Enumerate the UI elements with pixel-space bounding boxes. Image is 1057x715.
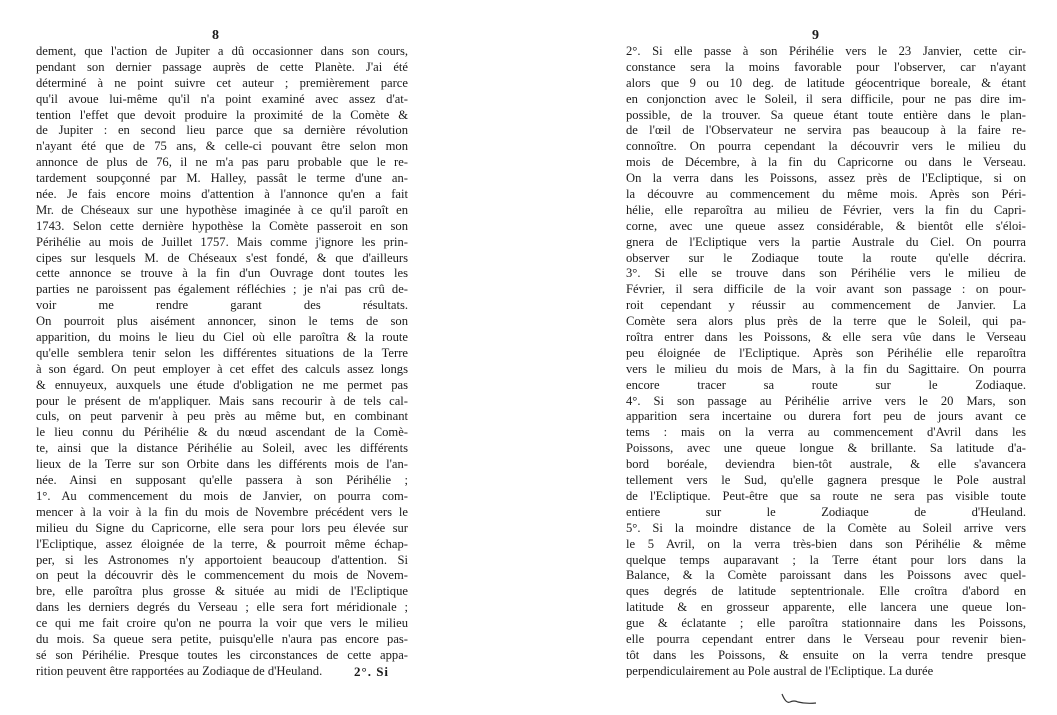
text-line: ce qui me fait croire qu'on ne pourra la voir que vers le milieu [36, 616, 408, 631]
text-line: de l'Ecliptique. Peut-être que sa route ne sera pas visible toute [626, 488, 1026, 503]
text-line: gue & éclatante ; elle paroîtra stationnaire dans les Poissons, [626, 616, 1026, 631]
text-line: tems : mais on la verra au commencement d'Avril dans les [626, 425, 1026, 440]
text-line: 5°. Si la moindre distance de la Comète au Soleil arrive vers [626, 520, 1026, 535]
text-line: & ennuyeux, auxquels une étude d'obligation ne me permet pas [36, 377, 408, 392]
text-line: tention l'effet que devoit produire la proximité de la Comète & [36, 107, 408, 122]
text-line: dans les derniers degrés du Verseau ; elle sera fort méridionale ; [36, 600, 408, 615]
text-line: culs, on peut parvenir à peu près au même but, en combinant [36, 409, 408, 424]
text-line: quelque temps auparavant ; la Terre étant pour lors dans la [626, 552, 1026, 567]
text-line: per, si les Astronomes n'y apportoient beaucoup d'attention. Si [36, 552, 408, 567]
text-line: bre, elle paroîtra plus grosse & située au midi de l'Ecliptique [36, 584, 408, 599]
text-line: la découvre au commencement du même mois. Après son Péri- [626, 187, 1026, 202]
text-line: le lieu connu du Périhélie & du nœud ascendant de la Comè- [36, 425, 408, 440]
text-line: qu'il avoue lui-même qu'il n'a point examiné avec assez d'at- [36, 91, 408, 106]
text-line: Poissons, avec une queue longue & brillante. Sa latitude d'a- [626, 441, 1026, 456]
text-line: roîtra entrer dans les Poissons, & elle sera vûe dans le Verseau [626, 330, 1026, 345]
text-line: pour le présent de m'appliquer. Mais sans recourir à de tels cal- [36, 393, 408, 408]
text-line: du mois. Sa queue sera petite, puisqu'elle n'aura pas encore pas- [36, 631, 408, 646]
text-line: tôt dans les Poissons, & ensuite on la verra tendre presque [626, 647, 1026, 662]
text-line: hélie, elle reparoîtra au milieu de Février, vers la fin du Capri- [626, 202, 1026, 217]
text-line: Mr. de Chéseaux sur une hypothèse imaginée à ce qu'il paroît en [36, 202, 408, 217]
text-line: rition peuvent être rapportées au Zodiaque de d'Heuland. [36, 663, 323, 678]
text-line: née. Ainsi en supposant qu'elle passera à son Périhélie ; [36, 473, 408, 488]
text-line: entiere sur le Zodiaque de d'Heuland. [626, 504, 1026, 519]
text-line: qu'elle semblera tenir selon les différentes situations de la Terre [36, 345, 408, 360]
text-line: vers le milieu du mois de Mars, à la fin du Sagittaire. On pourra [626, 361, 1026, 376]
text-line: lieux de la Terre sur son Orbite dans les différents mois de l'an- [36, 457, 408, 472]
text-line: n'ayant été que de 75 ans, & celle-ci pouvant être selon mon [36, 139, 408, 154]
text-line: bord boréale, deviendra bien-tôt australe, & elle s'avancera [626, 457, 1026, 472]
text-line: elle pourra cependant entrer dans le Verseau pour revenir bien- [626, 631, 1026, 646]
text-line: déterminé à ne point suivre cet auteur ; premièrement parce [36, 75, 408, 90]
text-line: On pourroit plus aisément annoncer, sinon le tems de son [36, 314, 408, 329]
text-line: en conjonction avec le Soleil, il sera difficile, pour ne pas dire im- [626, 91, 1026, 106]
text-line: 4°. Si son passage au Périhélie arrive vers le 20 Mars, son [626, 393, 1026, 408]
text-line: cette annonce se trouve à la fin d'un Ouvrage dont toutes les [36, 266, 408, 281]
text-line: Février, il sera difficile de la voir avant son passage : on pour- [626, 282, 1026, 297]
text-line: 3°. Si elle se trouve dans son Périhélie vers le milieu de [626, 266, 1026, 281]
text-line: le 5 Avril, on la verra très-bien dans son Périhélie & même [626, 536, 1026, 551]
text-line: alors que 9 ou 10 deg. de latitude géocentrique boreale, & étant [626, 75, 1026, 90]
text-line: mois de Décembre, à la fin du Capricorne ou dans le Verseau. [626, 155, 1026, 170]
text-line: connoître. On pourra cependant la découvrir vers le milieu du [626, 139, 1026, 154]
text-line: apparition sera incertaine ou durera fort peu de jours avant ce [626, 409, 1026, 424]
text-line: on peut la découvrir dès le commencement du mois de Novem- [36, 568, 408, 583]
ink-mark [780, 690, 820, 708]
page-number: 8 [212, 28, 219, 43]
text-line: corne, avec une queue assez considérable, & bientôt elle s'éloi- [626, 218, 1026, 233]
text-line: parties ne paroissent pas également réfléchies ; je n'ai pas crû de- [36, 282, 408, 297]
text-line: Balance, & la Comète paroissant dans les Poissons avec quel- [626, 568, 1026, 583]
text-line: On la verra dans les Poissons, assez près de l'Ecliptique, si on [626, 171, 1026, 186]
text-line: encore tracer sa route sur le Zodiaque. [626, 377, 1026, 392]
text-line: cipes sur lesquels M. de Chéseaux s'est fondé, & que d'ailleurs [36, 250, 408, 265]
page-number: 9 [812, 28, 819, 43]
text-line: ques degrés de latitude septentrionale. Elle croîtra d'abord en [626, 584, 1026, 599]
page-text [36, 44, 408, 680]
text-line: milieu du Signe du Capricorne, elle sera pour lors peu élevée sur [36, 520, 408, 535]
text-line: annonce de plus de 76, il ne m'a pas paru probable que le re- [36, 155, 408, 170]
text-line: tellement vers le Sud, qu'elle gagnera presque le Pole austral [626, 473, 1026, 488]
text-line: tardement soupçonné par M. Halley, passât le terme d'une an- [36, 171, 408, 186]
text-line: apparition, du moins le lieu du Ciel où elle paroîtra & la route [36, 330, 408, 345]
text-line: 2°. Si elle passe à son Périhélie vers le 23 Janvier, cette cir- [626, 44, 1026, 58]
text-line: de l'œil de l'Observateur ne servira pas beaucoup à la faire re- [626, 123, 1026, 138]
text-line: gnera de l'Ecliptique vers la partie Australe du Ciel. On pourra [626, 234, 1026, 249]
text-line: observer sur le Zodiaque toute la route qu'elle décrira. [626, 250, 1026, 265]
text-line: mencer à la voir à la fin du mois de Novembre précédent vers le [36, 504, 408, 519]
text-line: sé son Périhélie. Presque toutes les circonstances de cette appa- [36, 647, 408, 662]
text-line: pendant son dernier passage auprès de cette Planète. J'ai été [36, 59, 408, 74]
text-line: à son égard. On peut employer à cet effet des calculs assez longs [36, 361, 408, 376]
text-line: de Jupiter : en second lieu parce que sa dernière révolution [36, 123, 408, 138]
text-line: voir me rendre garant des résultats. [36, 298, 408, 313]
text-line: l'Ecliptique, assez éloignée de la terre, & pourroit même échap- [36, 536, 408, 551]
text-line: constance sera la moins favorable pour l'observer, car n'ayant [626, 59, 1026, 74]
text-line: Comète sera alors plus près de la terre que le Soleil, qui pa- [626, 314, 1026, 329]
text-line: latitude & en grosseur apparente, elle lancera une queue lon- [626, 600, 1026, 615]
text-line: Périhélie au mois de Juillet 1757. Mais comme j'ignore les prin- [36, 234, 408, 249]
text-line: te, ainsi que la distance Périhélie au Soleil, avec les différents [36, 441, 408, 456]
text-line: 1°. Au commencement du mois de Janvier, on pourra com- [36, 488, 408, 503]
text-line: possible, de la trouver. Sa queue étant toute entière dans le plan- [626, 107, 1026, 122]
text-line: 1743. Selon cette dernière hypothèse la Comète passeroit en son [36, 218, 408, 233]
text-line: née. Je fais encore moins d'attention à l'annonce qu'en a fait [36, 187, 408, 202]
text-line: perpendiculairement au Pole austral de l'Ecliptique. La durée [626, 663, 934, 678]
page-text [626, 44, 1026, 680]
text-line: dement, que l'action de Jupiter a dû occasionner dans son cours, [36, 44, 408, 58]
text-line: roit cependant y réussir au commencement de Janvier. La [626, 298, 1026, 313]
text-line: peu éloignée de l'Ecliptique. Après son Périhélie elle reparoîtra [626, 345, 1026, 360]
catchword: 2°. Si [354, 664, 390, 679]
